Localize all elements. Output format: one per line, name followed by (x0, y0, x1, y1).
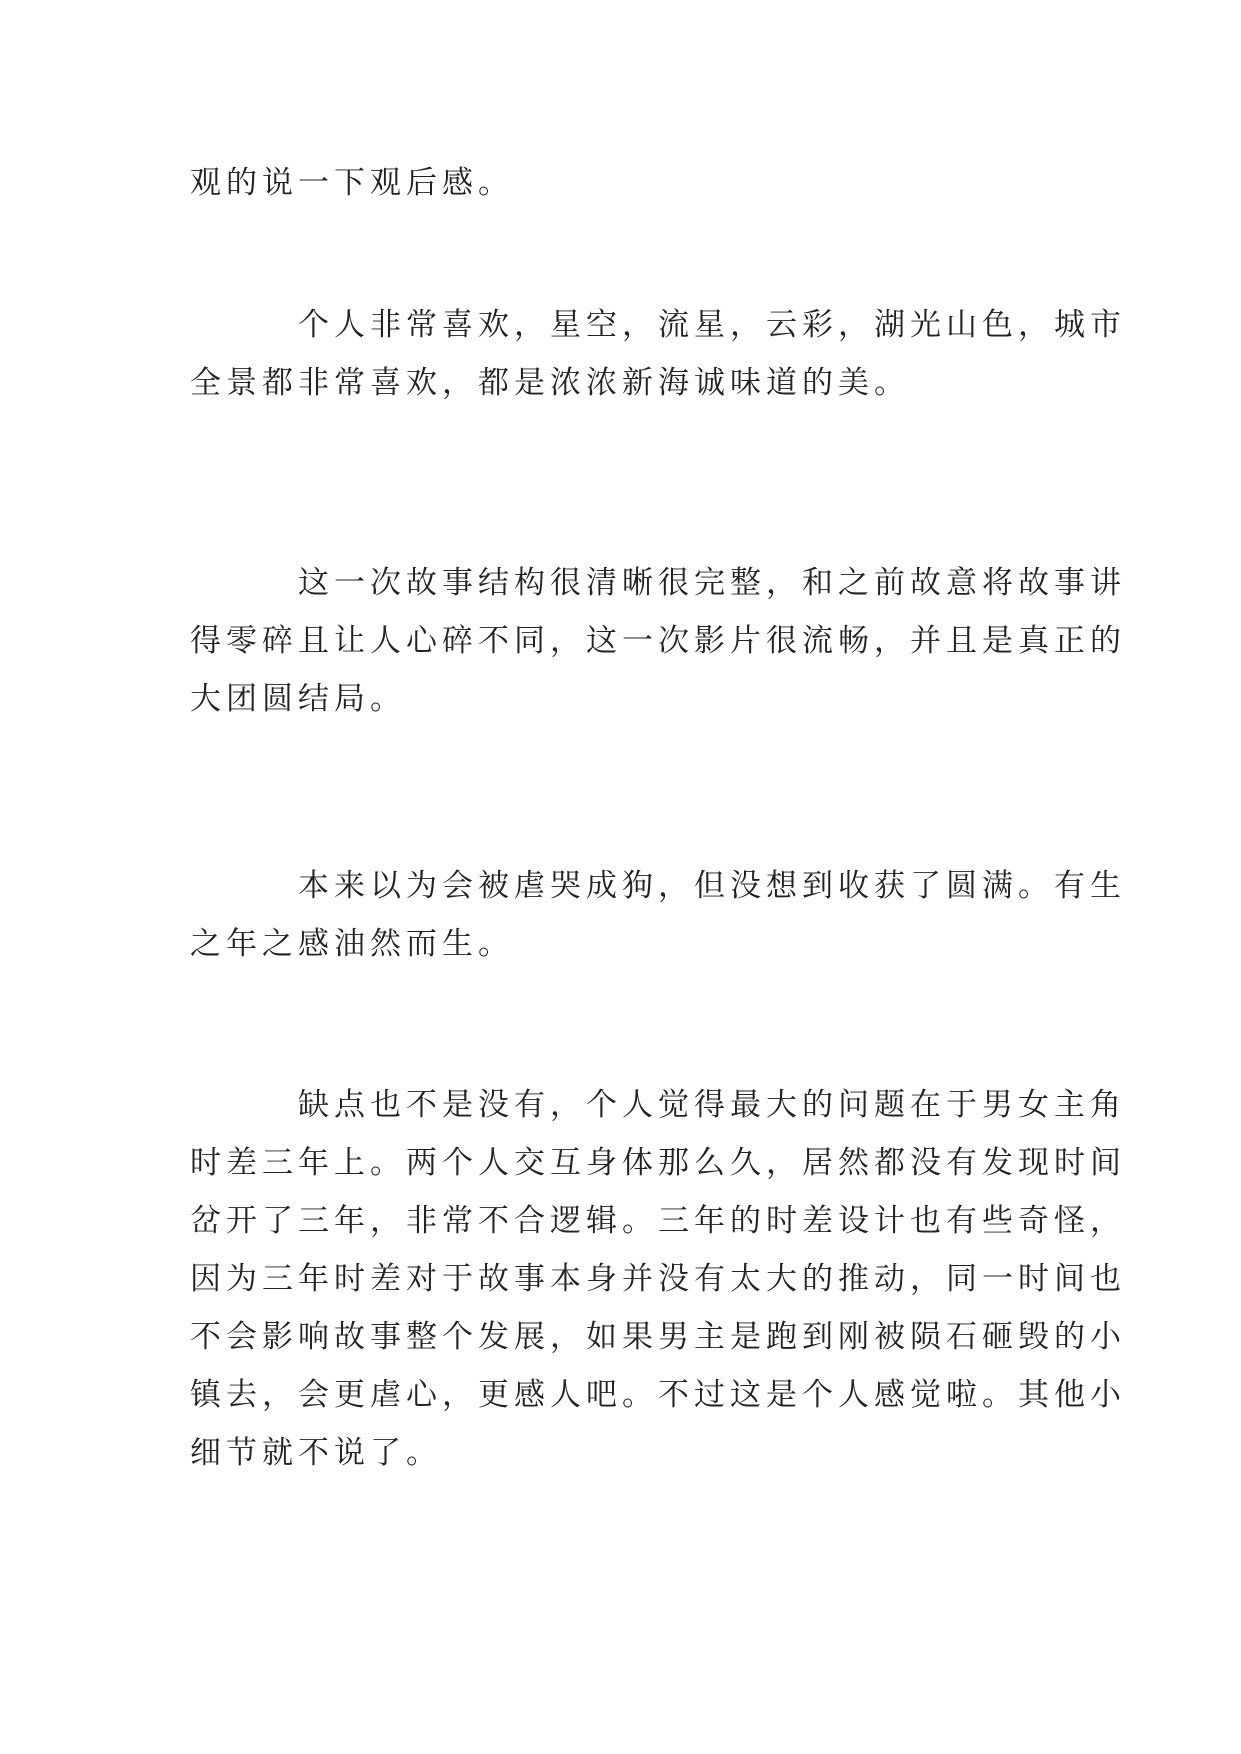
text-line: 大团圆结局。 (190, 681, 406, 717)
text-line: 岔开了三年，非常不合逻辑。三年的时差设计也有些奇怪， (190, 1203, 1126, 1239)
text-line: 细节就不说了。 (190, 1435, 442, 1471)
text-line: 全景都非常喜欢，都是浓浓新海诚味道的美。 (190, 365, 910, 401)
text-line: 得零碎且让人心碎不同，这一次影片很流畅，并且是真正的 (190, 623, 1126, 659)
text-line: 因为三年时差对于故事本身并没有太大的推动，同一时间也 (190, 1261, 1126, 1297)
paragraph-scenery (190, 296, 1126, 412)
text-line: 镇去，会更虐心，更感人吧。不过这是个人感觉啦。其他小 (190, 1377, 1126, 1413)
text-line: 本来以为会被虐哭成狗，但没想到收获了圆满。有生 (298, 868, 1126, 904)
paragraph-ending (190, 857, 1126, 973)
text-line: 缺点也不是没有，个人觉得最大的问题在于男女主角 (298, 1087, 1126, 1123)
paragraph-shortcomings (190, 1076, 1126, 1482)
text-line: 个人非常喜欢，星空，流星，云彩，湖光山色，城市 (298, 307, 1126, 343)
paragraph-story-structure (190, 554, 1126, 728)
text-line: 时差三年上。两个人交互身体那么久，居然都没有发现时间 (190, 1145, 1126, 1181)
text-line: 这一次故事结构很清晰很完整，和之前故意将故事讲 (298, 565, 1126, 601)
text-line: 不会影响故事整个发展，如果男主是跑到刚被陨石砸毁的小 (190, 1319, 1126, 1355)
paragraph-continuation (190, 154, 1058, 212)
text-line: 观的说一下观后感。 (190, 165, 514, 201)
text-line: 之年之感油然而生。 (190, 926, 514, 962)
